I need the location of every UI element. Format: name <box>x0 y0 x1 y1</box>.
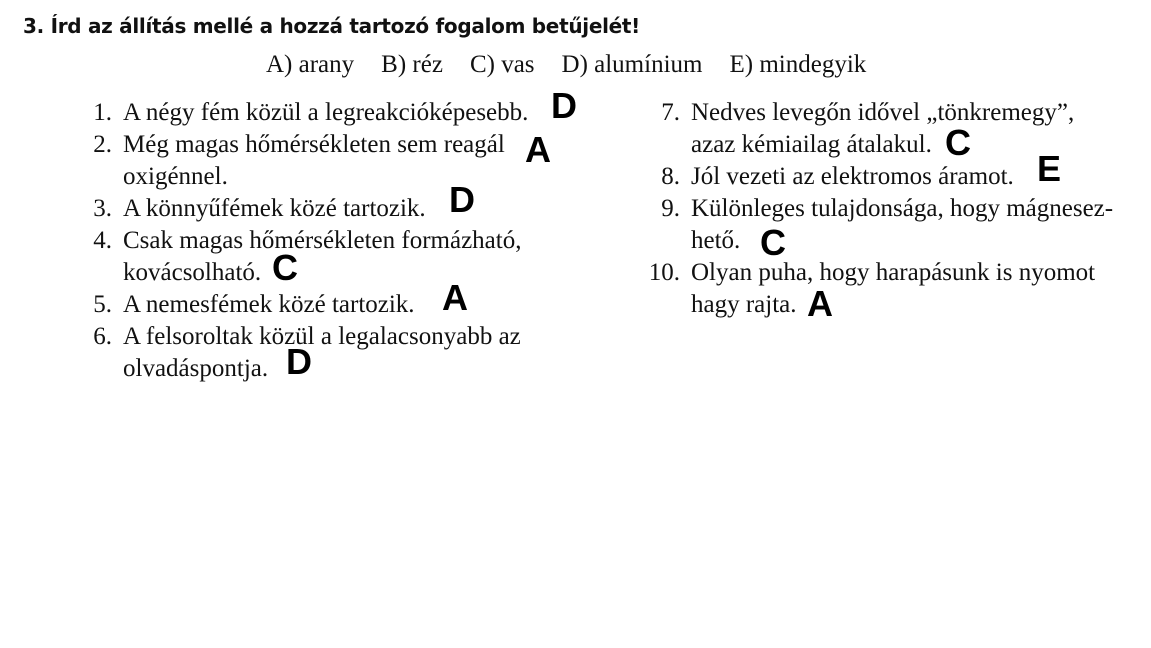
option-b: B) réz <box>381 51 443 78</box>
item-number: 1. <box>93 99 112 126</box>
item-text: Nedves levegőn idővel „tönkremegy”, <box>691 99 1075 126</box>
item-text: A könnyűfémek közé tartozik. <box>123 195 426 222</box>
item-text: Még magas hőmérsékleten sem reagál <box>123 131 505 158</box>
item-number: 6. <box>93 323 112 350</box>
handwritten-answer: A <box>525 129 551 170</box>
answer-options <box>266 51 893 79</box>
item-number: 8. <box>661 163 680 190</box>
handwritten-answer: A <box>442 277 468 318</box>
item-text: Különleges tulajdonsága, hogy mágnesez- <box>691 195 1114 222</box>
item-text: A négy fém közül a legreakcióképesebb. <box>123 99 529 126</box>
item-number: 3. <box>93 195 112 222</box>
item-text: A nemesfémek közé tartozik. <box>123 291 415 318</box>
handwritten-answer: C <box>272 247 298 288</box>
exercise-title: 3. Írd az állítás mellé a hozzá tartozó fogalom betűjelét! <box>23 14 640 38</box>
item-text: hető. <box>691 227 741 254</box>
handwritten-answer: E <box>1037 148 1062 189</box>
option-c: C) vas <box>469 51 535 78</box>
handwritten-answer: C <box>945 122 971 163</box>
item-number: 10. <box>648 259 680 286</box>
item-text: olvadáspontja. <box>123 355 269 382</box>
option-a: A) arany <box>266 51 355 78</box>
item-number: 5. <box>93 291 112 318</box>
item-text: Jól vezeti az elektromos áramot. <box>691 163 1014 190</box>
item-text: hagy rajta. <box>691 291 797 318</box>
item-text: A felsoroltak közül a legalacsonyabb az <box>123 323 521 350</box>
item-text: Olyan puha, hogy harapásunk is nyomot <box>691 259 1096 286</box>
handwritten-answer: D <box>551 85 577 126</box>
handwritten-answer: A <box>807 283 833 324</box>
handwritten-answer: C <box>760 222 786 263</box>
item-number: 4. <box>93 227 112 254</box>
option-d: D) alumínium <box>561 51 703 78</box>
item-text: oxigénnel. <box>123 163 228 190</box>
handwritten-answer: D <box>286 341 312 382</box>
item-number: 9. <box>661 195 680 222</box>
item-text: Csak magas hőmérsékleten formázható, <box>123 227 522 254</box>
item-number: 7. <box>661 99 680 126</box>
item-text: kovácsolható. <box>123 259 262 286</box>
option-e: E) mindegyik <box>729 51 867 78</box>
item-text: azaz kémiailag átalakul. <box>691 131 932 158</box>
item-number: 2. <box>93 131 112 158</box>
handwritten-answer: D <box>449 179 475 220</box>
